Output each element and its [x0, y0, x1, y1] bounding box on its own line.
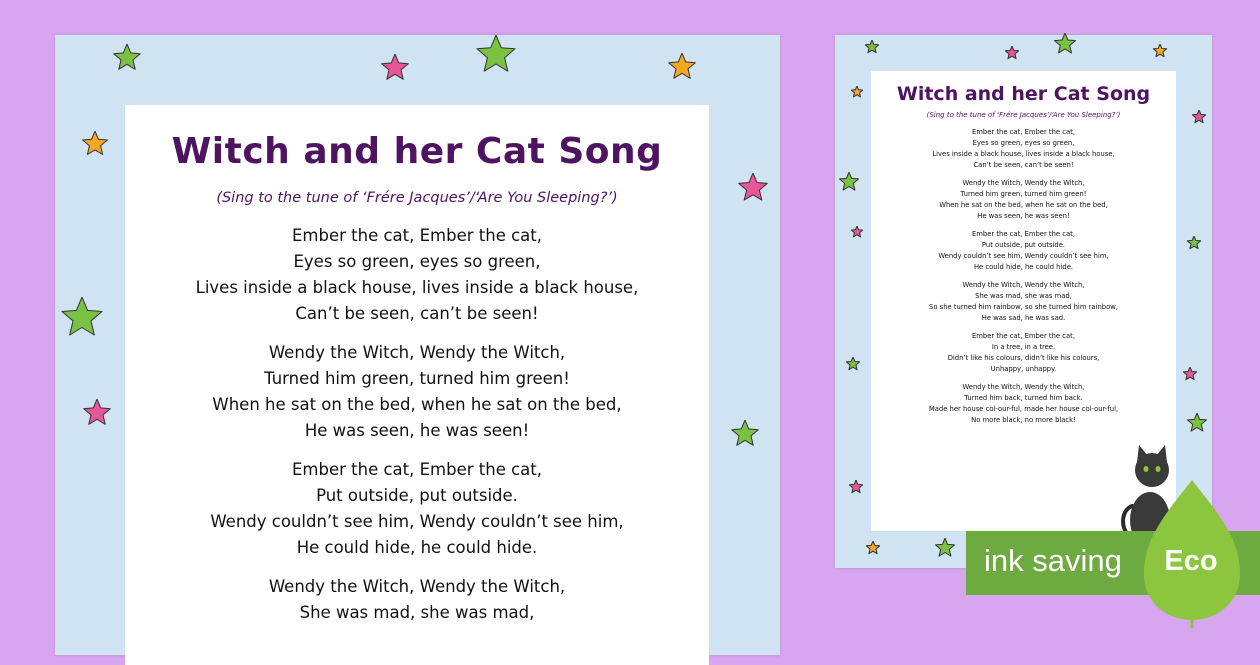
star-icon: [61, 297, 103, 339]
lyric-line: Ember the cat, Ember the cat,: [292, 226, 542, 245]
star-icon: [1153, 44, 1167, 58]
lyric-line: Eyes so green, eyes so green,: [293, 252, 541, 271]
star-icon: [935, 538, 955, 558]
lyric-line: Wendy the Witch, Wendy the Witch,: [962, 281, 1085, 289]
lyric-line: He was sad, he was sad.: [981, 314, 1066, 322]
star-icon: [851, 226, 863, 238]
lyric-line: Wendy the Witch, Wendy the Witch,: [962, 179, 1085, 187]
badge-label: ink saving: [984, 543, 1122, 578]
verse-small: [871, 178, 1176, 222]
star-icon: [113, 44, 141, 72]
verse-small: [871, 331, 1176, 375]
lyric-line: He was seen, he was seen!: [304, 421, 530, 440]
star-icon: [849, 480, 863, 494]
lyric-line: Wendy the Witch, Wendy the Witch,: [962, 383, 1085, 391]
lyric-line: Wendy the Witch, Wendy the Witch,: [268, 577, 566, 596]
lyric-line: Eyes so green, eyes so green,: [972, 139, 1075, 147]
verse: [125, 574, 709, 626]
lyric-line: Ember the cat, Ember the cat,: [972, 128, 1075, 136]
lyric-line: When he sat on the bed, when he sat on the bed,: [939, 201, 1108, 209]
lyric-line: Ember the cat, Ember the cat,: [972, 230, 1075, 238]
lyric-line: Lives inside a black house, lives inside a black house,: [932, 150, 1115, 158]
star-icon: [476, 35, 516, 75]
large-preview-paper: [125, 105, 709, 665]
lyrics-small: [871, 127, 1176, 426]
lyric-line: Ember the cat, Ember the cat,: [292, 460, 542, 479]
eco-label: Eco: [1164, 545, 1218, 577]
lyric-line: So she turned him rainbow, so she turned him rainbow,: [929, 303, 1118, 311]
star-icon: [1183, 367, 1197, 381]
verse-small: [871, 229, 1176, 273]
lyric-line: In a tree, in a tree.: [991, 343, 1056, 351]
star-icon: [731, 420, 759, 448]
verse: [125, 223, 709, 327]
star-icon: [866, 541, 880, 555]
star-icon: [1187, 236, 1201, 250]
verse-small: [871, 280, 1176, 324]
lyric-line: Made her house col-our-ful, made her house col-our-ful,: [928, 405, 1119, 413]
lyric-line: Put outside, put outside.: [981, 241, 1066, 249]
lyric-line: Wendy the Witch, Wendy the Witch,: [268, 343, 566, 362]
lyric-line: He could hide, he could hide.: [296, 538, 538, 557]
star-icon: [1192, 110, 1206, 124]
lyric-line: Didn’t like his colours, didn’t like his colours,: [947, 354, 1100, 362]
star-icon: [1187, 413, 1207, 433]
lyric-line: Unhappy, unhappy.: [990, 365, 1057, 373]
lyric-line: Ember the cat, Ember the cat,: [972, 332, 1075, 340]
verse-small: [871, 382, 1176, 426]
verse: [125, 340, 709, 444]
star-icon: [839, 172, 859, 192]
lyric-line: When he sat on the bed, when he sat on the bed,: [212, 395, 622, 414]
lyric-line: She was mad, she was mad,: [975, 292, 1072, 300]
star-icon: [851, 86, 863, 98]
song-subtitle-small: (Sing to the tune of ‘Frére Jacques’/‘Are You Sleeping?’): [926, 111, 1121, 119]
star-icon: [1005, 46, 1019, 60]
verse-small: [871, 127, 1176, 171]
lyric-line: No more black, no more black!: [971, 416, 1076, 424]
lyric-line: Turned him green, turned him green!: [264, 369, 570, 388]
star-icon: [83, 399, 111, 427]
lyric-line: Turned him back, turned him back.: [964, 394, 1083, 402]
star-icon: [381, 54, 409, 82]
song-title-small: Witch and her Cat Song: [896, 83, 1151, 105]
verse: [125, 457, 709, 561]
lyric-line: Lives inside a black house, lives inside a black house,: [195, 278, 639, 297]
lyric-line: Can’t be seen, can’t be seen!: [295, 304, 539, 323]
lyric-line: He was seen, he was seen!: [977, 212, 1070, 220]
large-preview-sheet: [55, 35, 780, 655]
star-icon: [865, 40, 879, 54]
song-subtitle: (Sing to the tune of ‘Frére Jacques’/‘Are You Sleeping?’): [216, 190, 618, 206]
lyrics: [125, 223, 709, 626]
song-title: Witch and her Cat Song: [171, 131, 663, 172]
lyric-line: Can’t be seen, can’t be seen!: [973, 161, 1074, 169]
lyric-line: Wendy couldn’t see him, Wendy couldn’t see him,: [938, 252, 1109, 260]
star-icon: [846, 357, 860, 371]
star-icon: [738, 173, 768, 203]
lyric-line: Put outside, put outside.: [316, 486, 518, 505]
lyric-line: He could hide, he could hide.: [973, 263, 1074, 271]
lyric-line: Wendy couldn’t see him, Wendy couldn’t see him,: [210, 512, 624, 531]
lyric-line: Turned him green, turned him green!: [960, 190, 1087, 198]
star-icon: [1054, 33, 1076, 55]
lyric-line: She was mad, she was mad,: [299, 603, 535, 622]
star-icon: [668, 53, 696, 81]
star-icon: [82, 131, 108, 157]
